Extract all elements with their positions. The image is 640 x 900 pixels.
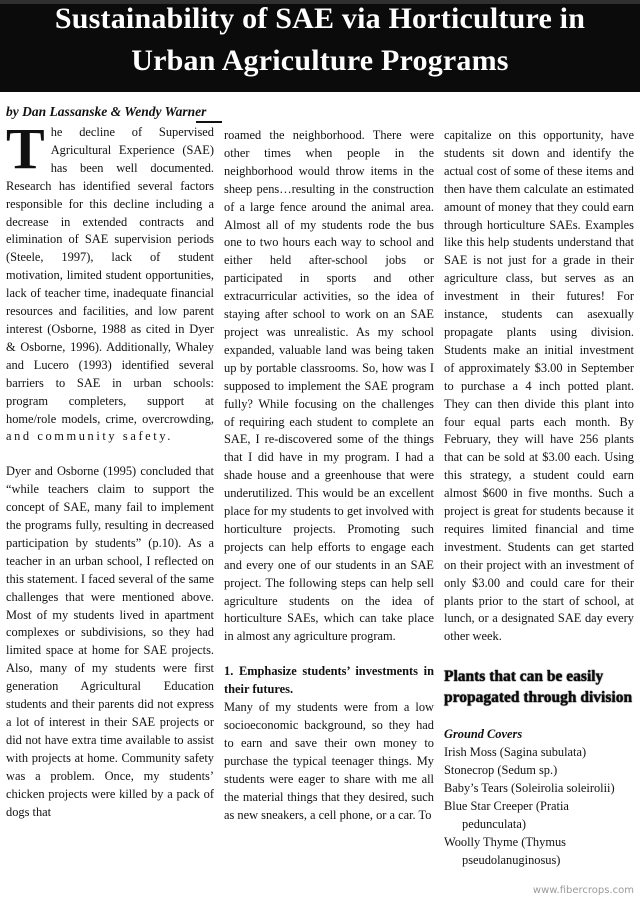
list-item: [444, 834, 634, 870]
step-1-heading: 1. Emphasize students’ investments in their futures.: [224, 664, 434, 697]
plant-name: Woolly Thyme (Thymus: [444, 834, 566, 849]
list-item: [444, 798, 634, 834]
plant-name: Stonecrop (Sedum sp.): [444, 763, 558, 778]
paragraph-investments: Many of my students were from a low socioeconomic background, so they had to earn and save their own money to purchase the typical teenager things. My students were eager to share with me all the material things that they desired, such as new sneakers, a cell phone, or a car. To: [224, 700, 434, 822]
intro-text-end: and community safety.: [6, 429, 174, 444]
byline: by Dan Lassanske & Wendy Warner: [6, 104, 207, 119]
article-title-line-2: Urban Agriculture Programs: [131, 44, 509, 77]
column-1: [6, 116, 214, 821]
title-banner: [0, 0, 640, 92]
plant-name: Blue Star Creeper (Pratia: [444, 798, 569, 813]
plant-name: Irish Moss (Sagina subulata): [444, 745, 587, 760]
category-heading: Ground Covers: [444, 727, 523, 742]
paragraph-dyer-osborne: Dyer and Osborne (1995) concluded that “while teachers claim to support the concept of SAE, many fail to implement the programs fully, resulting in decreased participation by students” (p.10). As a teacher in an urban school, I reflected on this statement. I faced several of the same challenges that were mentioned above. Most of my students lived in apartment complexes or subdivisions, so they had limited space at home for SAE projects. Also, many of my students were first generation Agricultural Education students and their parents did not express a lot of interest in their SAE projects or did not have extra time available to assist with projects at home. Community safety was a problem. Once, my students’ chicken projects were killed by a pack of dogs that: [6, 464, 214, 819]
intro-paragraph: [6, 116, 214, 446]
plant-name-cont: pseudolanuginosus): [462, 852, 561, 867]
plant-name: Baby’s Tears (Soleirolia soleirolii): [444, 781, 615, 795]
plant-name-cont: pedunculata): [462, 816, 526, 831]
paragraph-capitalize: capitalize on this opportunity, have students sit down and identify the actual cost of some of these items and then have them calculate an estimated amount of money that they could earn through horticulture SAEs. Examples like this help students understand that SAE is not just for a grade in their agriculture class, but serves as an investment in their futures! For instance, students can asexually propagate plants using division. Students make an initial investment of approximately $3.00 in September to purchase a 4 inch potted plant. They can then divide this plant into four equal parts each month. By February, they will have 256 plants that can be sold at $3.00 each. Using this strategy, a student could earn almost $600 in five months. Such a project is great for students because it requires limited financial and time investment. Students can get started on their project with an investment of only $3.00 and could care for their plants prior to the start of school, at lunch, or a designated SAE day every other week.: [444, 128, 634, 644]
intro-text: he decline of Supervised Agricultural Experience (SAE) has been well documented. Research has identified several factors responsible for this decline including a decrease in extended contracts and elimination of SAE supervision periods (Steele, 1997), lack of student motivation, limited student opportunities, lack of teacher time, inadequate financial resources and facilities, and low parent interest (Osborne, 1988 as cited in Dyer & Osborne, 1996). Additionally, Whaley and Lucero (1993) identified several barriers to SAE in urban schools: program completers, support at home/role models, crime, overcrowding,: [6, 125, 214, 426]
paragraph-gap: [6, 446, 214, 463]
drop-cap: T: [6, 116, 45, 181]
list-item: [444, 780, 634, 798]
paragraph-neighborhood: roamed the neighborhood. There were other times when people in the neighborhood would throw items in the sheep pens…resulting in the construction of a large fence around the animal area. Almost all of my students rode the bus one to two hours each way to school and either held after-school jobs or participated in sports and other extracurricular activities, so the idea of staying after school to work on an SAE project was unrealistic. As my school expanded, valuable land was being taken up by portable classrooms. So, how was I supposed to implement the SAE program fully? While focusing on the challenges of requiring each student to complete an SAE, I re-discovered some of the things that I did have in my program. I had a shade house and a greenhouse that were underutilized. This would be an excellent place for my students to get involved with horticulture projects. Promoting such projects can help efforts to engage each and every one of our students in an SAE project. The following steps can help sell agriculture students on the idea of horticulture SAEs, which can take place in almost any agriculture program.: [224, 128, 434, 644]
byline-rule: [196, 121, 222, 123]
plants-sidebar-heading: Plants that can be easily propagated through division: [444, 668, 633, 707]
article-title-line-1: Sustainability of SAE via Horticulture in: [54, 2, 586, 35]
list-item: [444, 744, 634, 762]
column-3: [444, 127, 634, 870]
list-item: [444, 762, 634, 780]
column-2: [224, 127, 434, 824]
paragraph-gap: [224, 646, 434, 663]
watermark: www.fibercrops.com: [532, 885, 634, 896]
plant-list: [444, 744, 634, 869]
